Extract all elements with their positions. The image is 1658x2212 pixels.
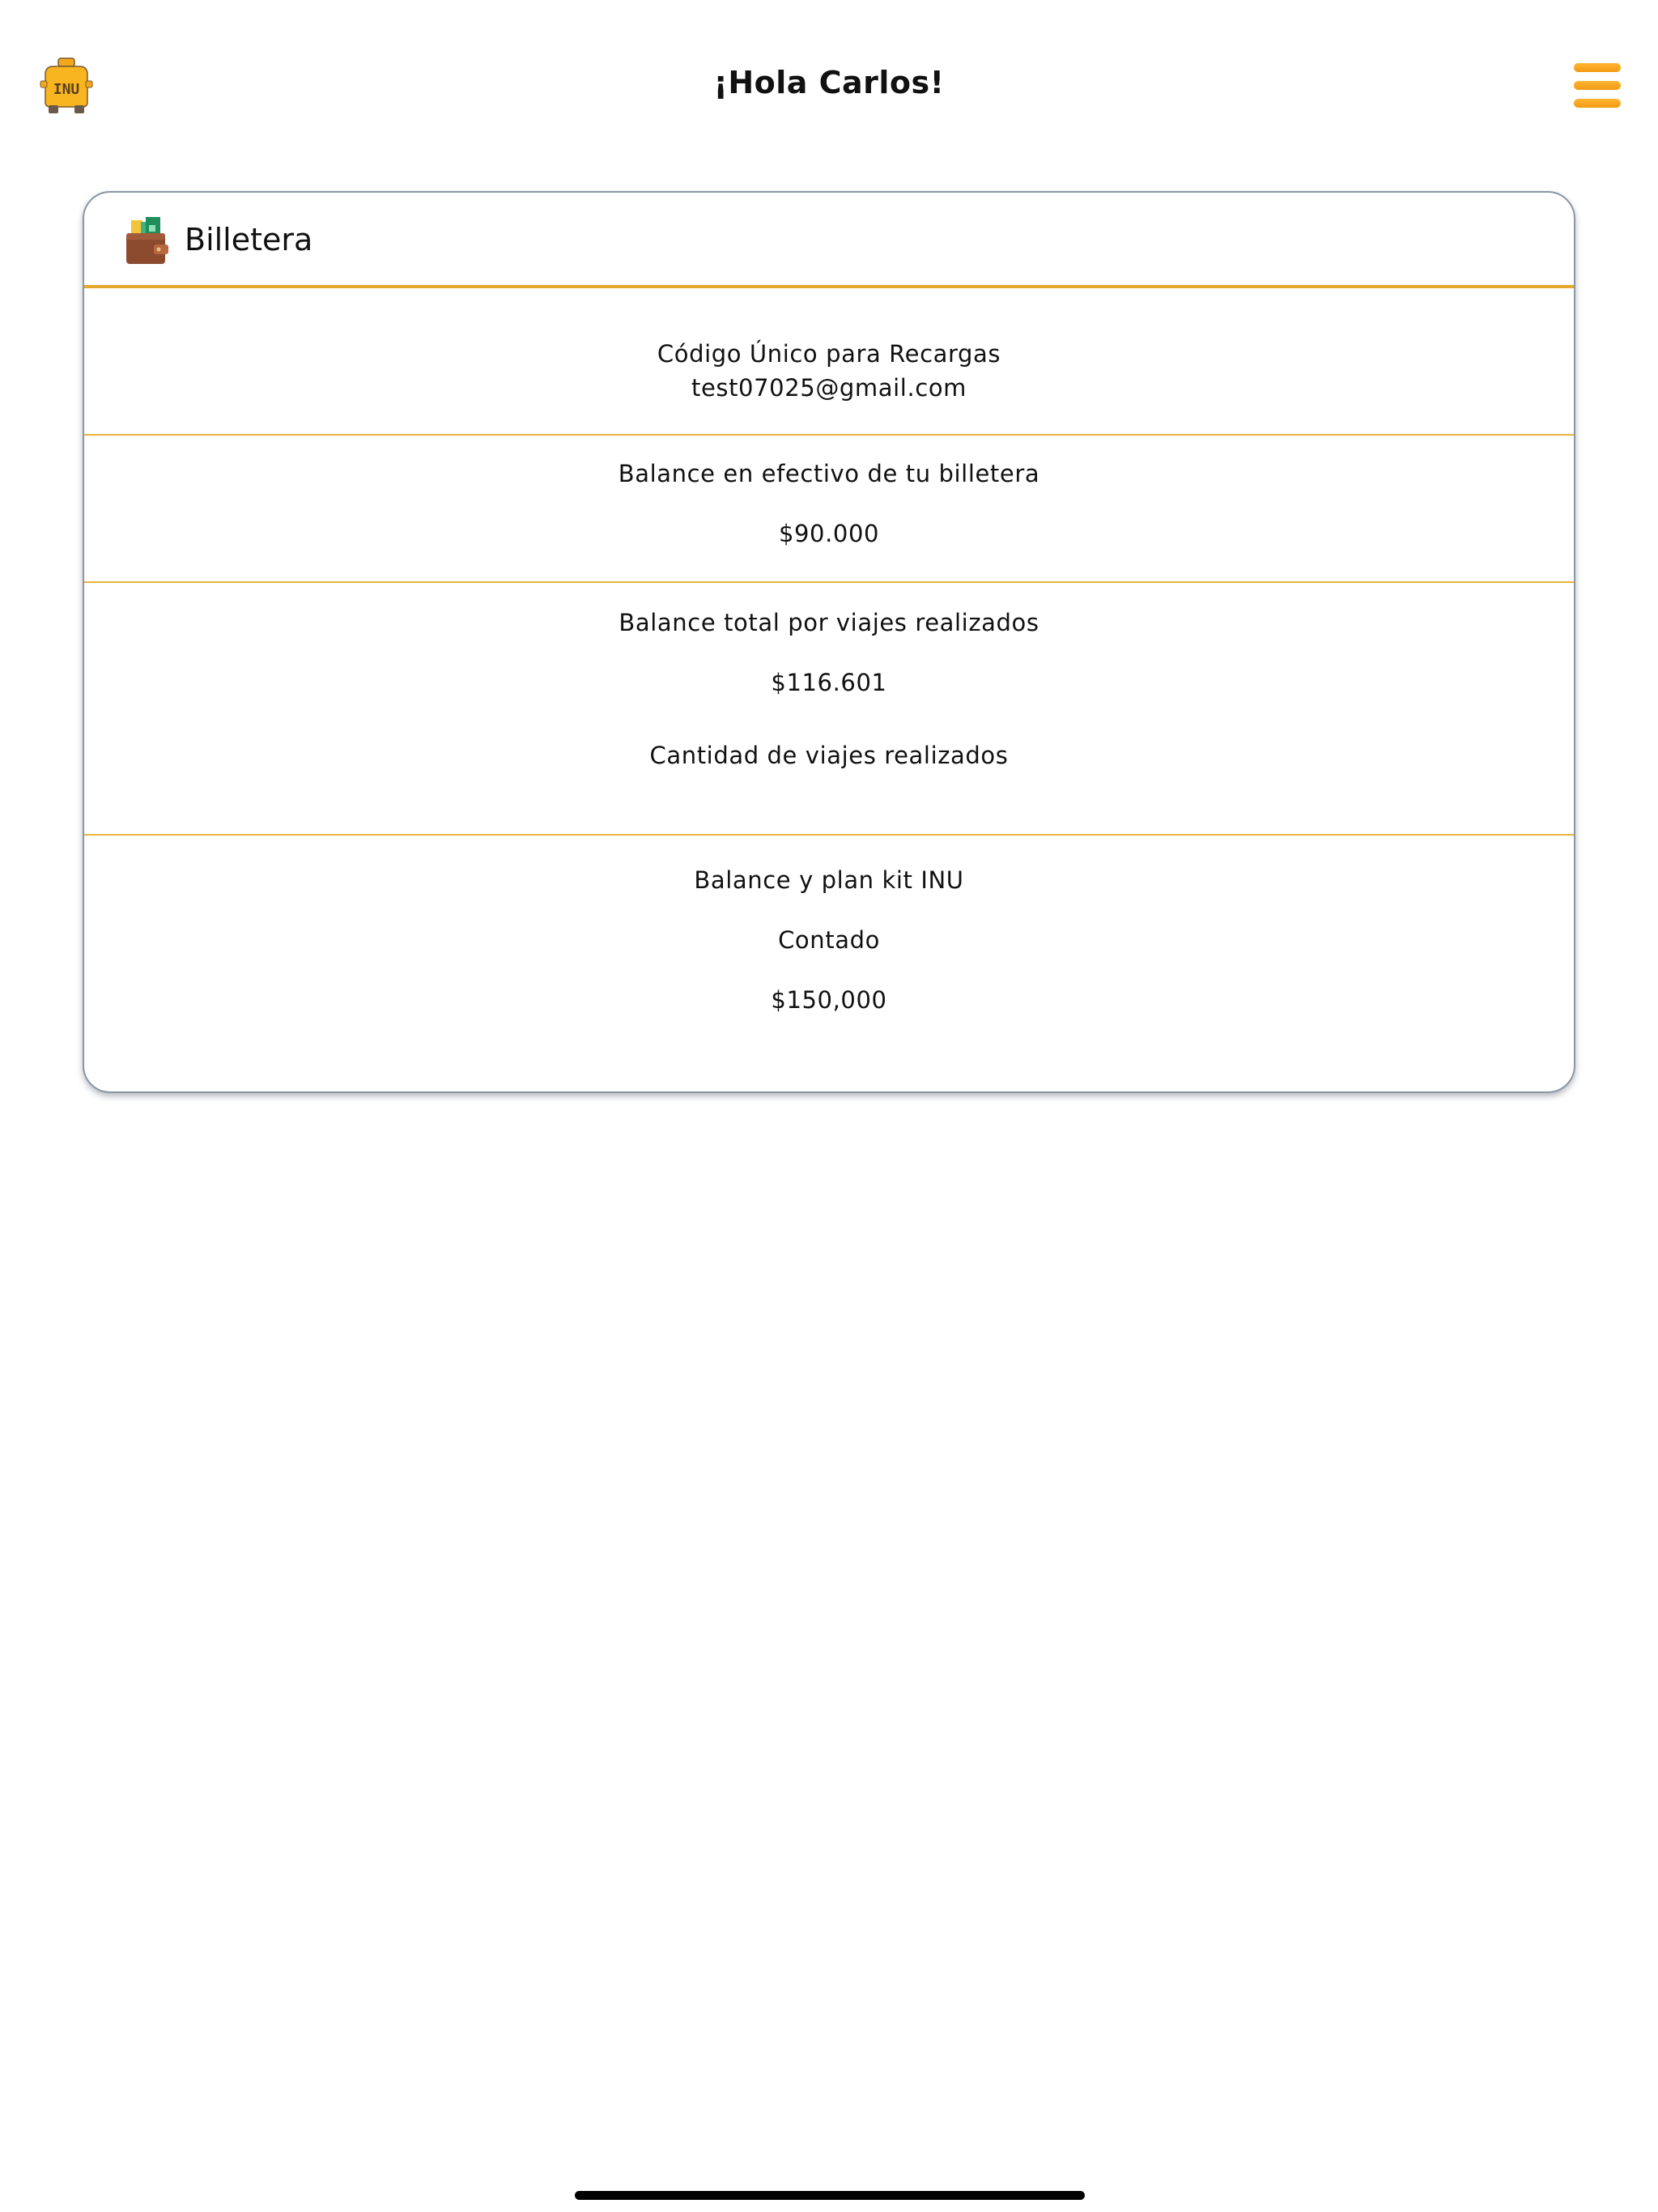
trips-balance-label: Balance total por viajes realizados (619, 609, 1039, 636)
recharge-code-section (84, 288, 1574, 436)
trips-balance-section (84, 583, 1574, 836)
cash-balance-value: $90.000 (778, 520, 880, 547)
cash-balance-label: Balance en efectivo de tu billetera (618, 460, 1040, 487)
app-header (0, 0, 1658, 178)
wallet-card-title: Billetera (185, 222, 313, 257)
home-indicator[interactable] (575, 2191, 1085, 2200)
kit-plan-section (84, 836, 1574, 1091)
recharge-code-label: Código Único para Recargas (657, 340, 1001, 368)
recharge-code-value: test07025@gmail.com (691, 374, 967, 402)
kit-plan-name: Contado (778, 926, 880, 954)
wallet-icon (126, 217, 168, 264)
page-title: ¡Hola Carlos! (713, 65, 945, 100)
logo-text: INU (53, 81, 80, 98)
kit-plan-label: Balance y plan kit INU (694, 866, 964, 894)
cash-balance-section (84, 436, 1574, 583)
trips-count-label: Cantidad de viajes realizados (649, 742, 1009, 769)
wallet-card-header (84, 193, 1574, 288)
hamburger-menu-icon[interactable] (1574, 63, 1621, 108)
wallet-card (83, 191, 1575, 1093)
kit-plan-value: $150,000 (771, 986, 887, 1014)
trips-balance-value: $116.601 (771, 669, 887, 696)
